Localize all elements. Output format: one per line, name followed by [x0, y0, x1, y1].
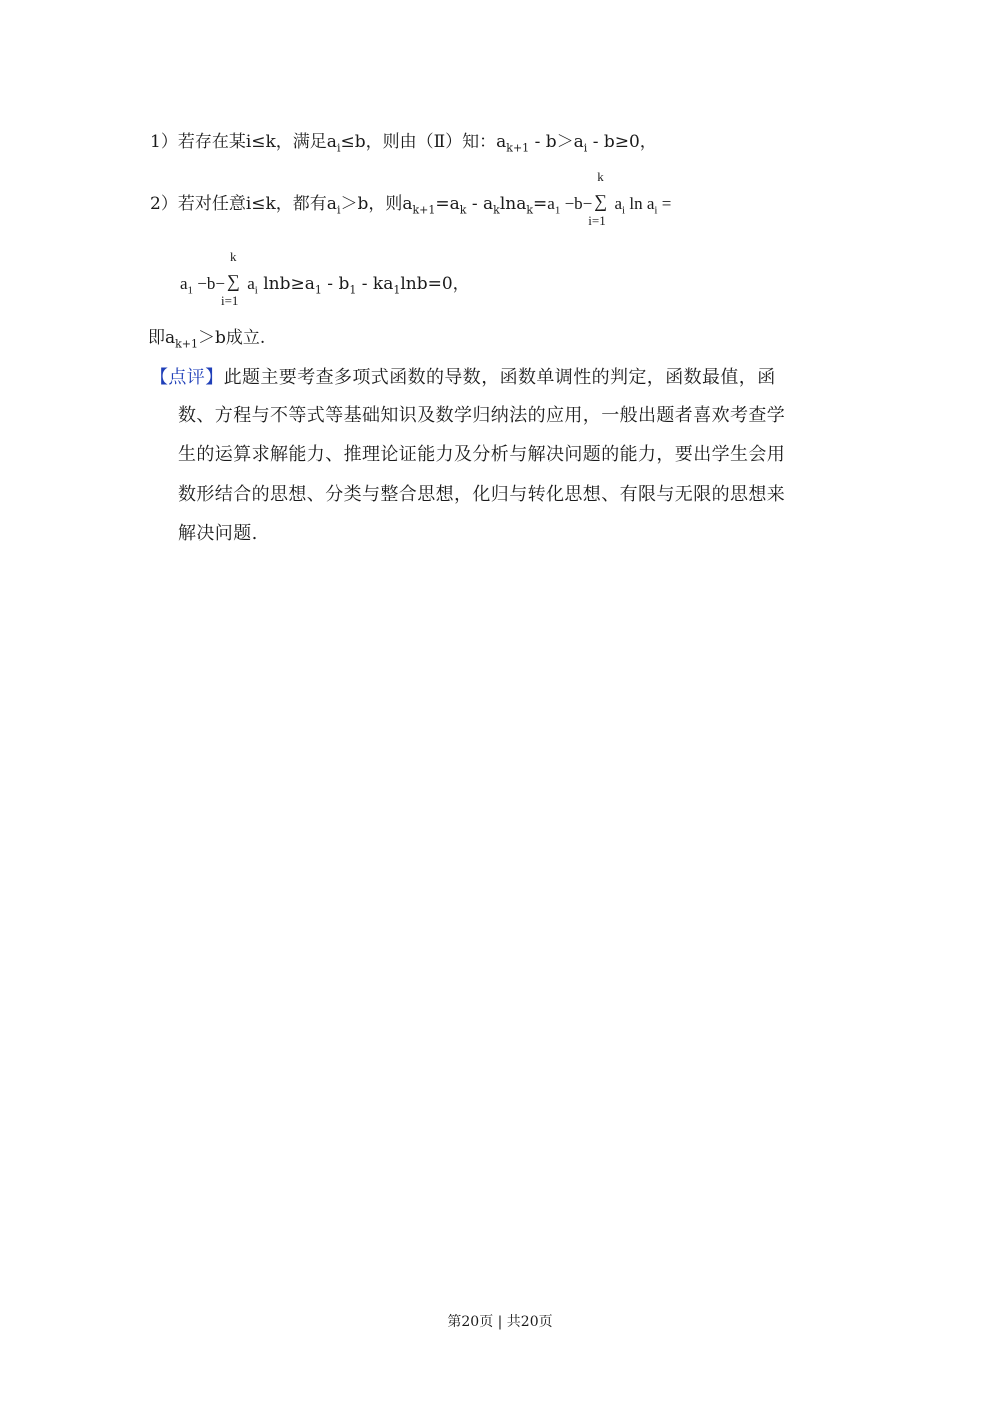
- subscript: 1: [393, 283, 401, 297]
- comment-line-1: [150, 369, 776, 387]
- subscript: k: [493, 203, 500, 217]
- comment-text: 解决问题.: [178, 523, 258, 544]
- math-formula: [180, 249, 258, 308]
- subscript: k: [526, 203, 534, 217]
- case2-line: [150, 169, 672, 228]
- subscript: k: [459, 203, 467, 217]
- subscript: 1: [349, 283, 357, 297]
- math-var: a: [247, 274, 255, 293]
- subscript: 1: [554, 204, 561, 217]
- conclusion-line: [148, 328, 266, 351]
- case2-text: lnb=0，: [400, 274, 470, 294]
- comment-tag: 【点评】: [150, 367, 224, 388]
- sigma-icon: ∑: [226, 271, 240, 291]
- math-op: ln a: [625, 194, 655, 213]
- case1-text: 1）若存在某i≤k，满足a: [150, 132, 337, 152]
- subscript: 1: [187, 284, 194, 297]
- math-op: −b−: [560, 194, 593, 213]
- case2-text: - a: [466, 194, 494, 214]
- comment-text: 数形结合的思想、分类与整合思想，化归与转化思想、有限与无限的思想来: [178, 484, 786, 505]
- subscript: i: [583, 141, 588, 155]
- subscript: i: [622, 204, 626, 217]
- math-var: a: [614, 194, 623, 213]
- subscript: i: [336, 141, 341, 155]
- subscript: i: [336, 203, 341, 217]
- conclusion-text: ＞b成立.: [198, 328, 266, 348]
- comment-text: 生的运算求解能力、推理论证能力及分析与解决问题的能力，要出学生会用: [178, 444, 786, 465]
- comment-line-4: [178, 486, 785, 504]
- comment-text: 此题主要考查多项式函数的导数，函数单调性的判定，函数最值，函: [223, 367, 776, 388]
- case2-text: =: [533, 194, 548, 214]
- subscript: k+1: [175, 337, 199, 351]
- case1-text: - b≥0，: [587, 132, 657, 152]
- case2-text: - b: [321, 274, 350, 294]
- subscript: k+1: [506, 141, 530, 155]
- case2-text: lnb≥a: [257, 274, 315, 294]
- comment-line-3: [178, 446, 785, 464]
- sum-lower-limit: i=1: [588, 213, 606, 228]
- case2-continuation-line: [180, 249, 470, 308]
- case2-text: lna: [499, 194, 527, 214]
- math-var: a: [547, 194, 555, 213]
- comment-line-2: [178, 407, 785, 425]
- subscript: k+1: [412, 203, 436, 217]
- sum-upper-limit: k: [229, 249, 237, 264]
- subscript: i: [254, 284, 258, 297]
- subscript: 1: [314, 283, 322, 297]
- case1-line: [150, 132, 657, 155]
- conclusion-text: 即a: [148, 328, 176, 348]
- case2-text: =a: [435, 194, 460, 214]
- comment-text: 数、方程与不等式等基础知识及数学归纳法的应用，一般出题者喜欢考查学: [178, 405, 786, 426]
- case2-text: - ka: [356, 274, 394, 294]
- math-op: =: [657, 194, 672, 213]
- subscript: i: [654, 204, 658, 217]
- math-formula: [547, 169, 672, 228]
- summation-symbol: [220, 249, 243, 308]
- page-footer: 第20页 | 共20页: [447, 1314, 553, 1330]
- case2-text: ＞b，则a: [340, 194, 413, 214]
- math-var: a: [180, 274, 188, 293]
- summation-symbol: [588, 169, 610, 228]
- sum-upper-limit: k: [597, 169, 604, 184]
- case1-text: ≤b，则由（Ⅱ）知：a: [340, 132, 507, 152]
- comment-line-5: [178, 525, 258, 543]
- sigma-icon: ∑: [594, 191, 608, 211]
- sum-lower-limit: i=1: [220, 293, 239, 308]
- math-op: −b−: [193, 274, 225, 293]
- case2-text: 2）若对任意i≤k，都有a: [150, 194, 337, 214]
- case1-text: - b＞a: [529, 132, 584, 152]
